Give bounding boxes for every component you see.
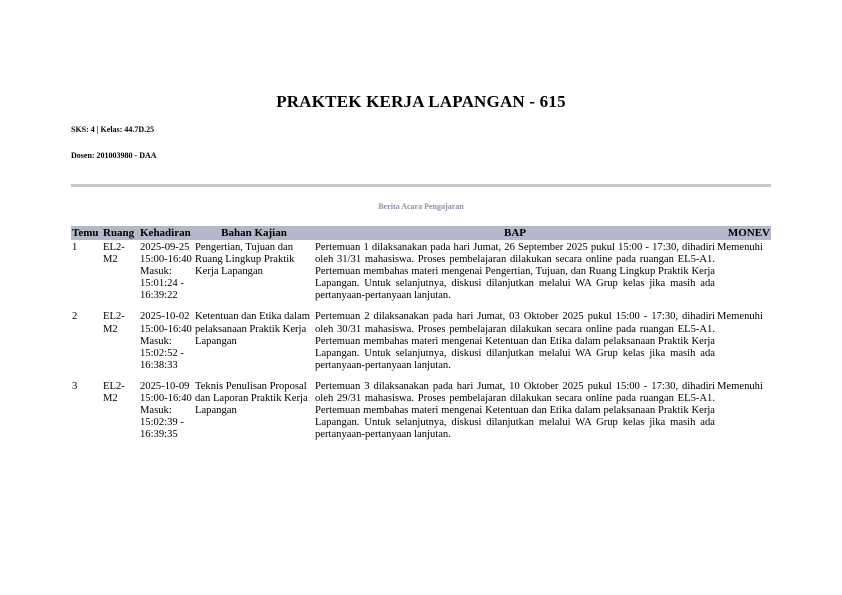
- lecturer-info: Dosen: 201003980 - DAA: [71, 151, 157, 160]
- cell-ruang: EL2-M2: [103, 380, 125, 405]
- cell-bap: Pertemuan 1 dilaksanakan pada hari Jumat, 26 September 2025 pukul 15:00 - 17:30, dihadiri oleh 31/31 mahasiswa. Proses pembelajaran dilakukan secara online pada ruangan EL5-A1. Pertemuan membahas materi mengenai Pengertian, Tujuan, dan Ruang Lingkup Praktik Kerja Lapangan. Untuk selanjutnya, diskusi dilanjutkan melalui WA Grup kelas jika masih ada pertanyaan-pertanyaan lanjutan.: [315, 242, 715, 302]
- header-temu: Temu: [71, 226, 102, 240]
- cell-monev: Memenuhi: [717, 380, 763, 392]
- cell-bap: Pertemuan 3 dilaksanakan pada hari Jumat, 10 Oktober 2025 pukul 15:00 - 17:30, dihadiri oleh 29/31 mahasiswa. Proses pembelajaran dilakukan secara online pada ruangan EL5-A1. Pertemuan membahas materi mengenai Ketentuan dan Etika dalam pelaksanaan Praktik Kerja Lapangan. Untuk selanjutnya, diskusi dilanjutkan melalui WA Grup kelas jika masih ada pertanyaan-pertanyaan lanjutan.: [315, 380, 715, 441]
- cell-bahan-kajian: Ketentuan dan Etika dalam pelaksanaan Praktik Kerja Lapangan: [195, 311, 311, 347]
- teaching-report-table: [71, 226, 771, 448]
- header-bap: BAP: [314, 226, 716, 240]
- cell-bap: Pertemuan 2 dilaksanakan pada hari Jumat, 03 Oktober 2025 pukul 15:00 - 17:30, dihadiri oleh 30/31 mahasiswa. Proses pembelajaran dilakukan secara online pada ruangan EL5-A1. Pertemuan membahas materi mengenai Ketentuan dan Etika dalam pelaksanaan Praktik Kerja Lapangan. Untuk selanjutnya, diskusi dilanjutkan melalui WA Grup kelas jika masih ada pertanyaan-pertanyaan lanjutan.: [315, 311, 715, 371]
- table-header-row: [71, 226, 771, 240]
- sks-class-info: SKS: 4 | Kelas: 44.7D.25: [71, 125, 155, 134]
- header-monev: MONEV: [716, 226, 771, 240]
- cell-kehadiran: 2025-10-02 15:00-16:40 Masuk: 15:02:52 - 16:38:33: [140, 311, 192, 371]
- table-row: [71, 309, 771, 378]
- cell-kehadiran: 2025-09-25 15:00-16:40 Masuk: 15:01:24 - 16:39:22: [140, 242, 192, 302]
- cell-temu: 1: [72, 242, 78, 253]
- header-ruang: Ruang: [102, 226, 139, 240]
- horizontal-divider: [71, 184, 771, 187]
- cell-ruang: EL2-M2: [103, 311, 125, 335]
- table-row: [71, 379, 771, 448]
- table-row: [71, 240, 771, 309]
- cell-kehadiran: 2025-10-09 15:00-16:40 Masuk: 15:02:39 - 16:39:35: [140, 380, 192, 441]
- cell-bahan-kajian: Pengertian, Tujuan dan Ruang Lingkup Praktik Kerja Lapangan: [195, 242, 295, 278]
- header-bahan-kajian: Bahan Kajian: [194, 226, 314, 240]
- cell-temu: 3: [72, 380, 78, 392]
- header-kehadiran: Kehadiran: [139, 226, 194, 240]
- cell-monev: Memenuhi: [717, 311, 763, 323]
- cell-monev: Memenuhi: [717, 242, 763, 253]
- cell-ruang: EL2-M2: [103, 242, 125, 266]
- cell-temu: 2: [72, 311, 78, 323]
- page-title: PRAKTEK KERJA LAPANGAN - 615: [276, 92, 566, 111]
- section-caption: Berita Acara Pengajaran: [378, 202, 464, 211]
- cell-bahan-kajian: Teknis Penulisan Proposal dan Laporan Praktik Kerja Lapangan: [195, 380, 308, 417]
